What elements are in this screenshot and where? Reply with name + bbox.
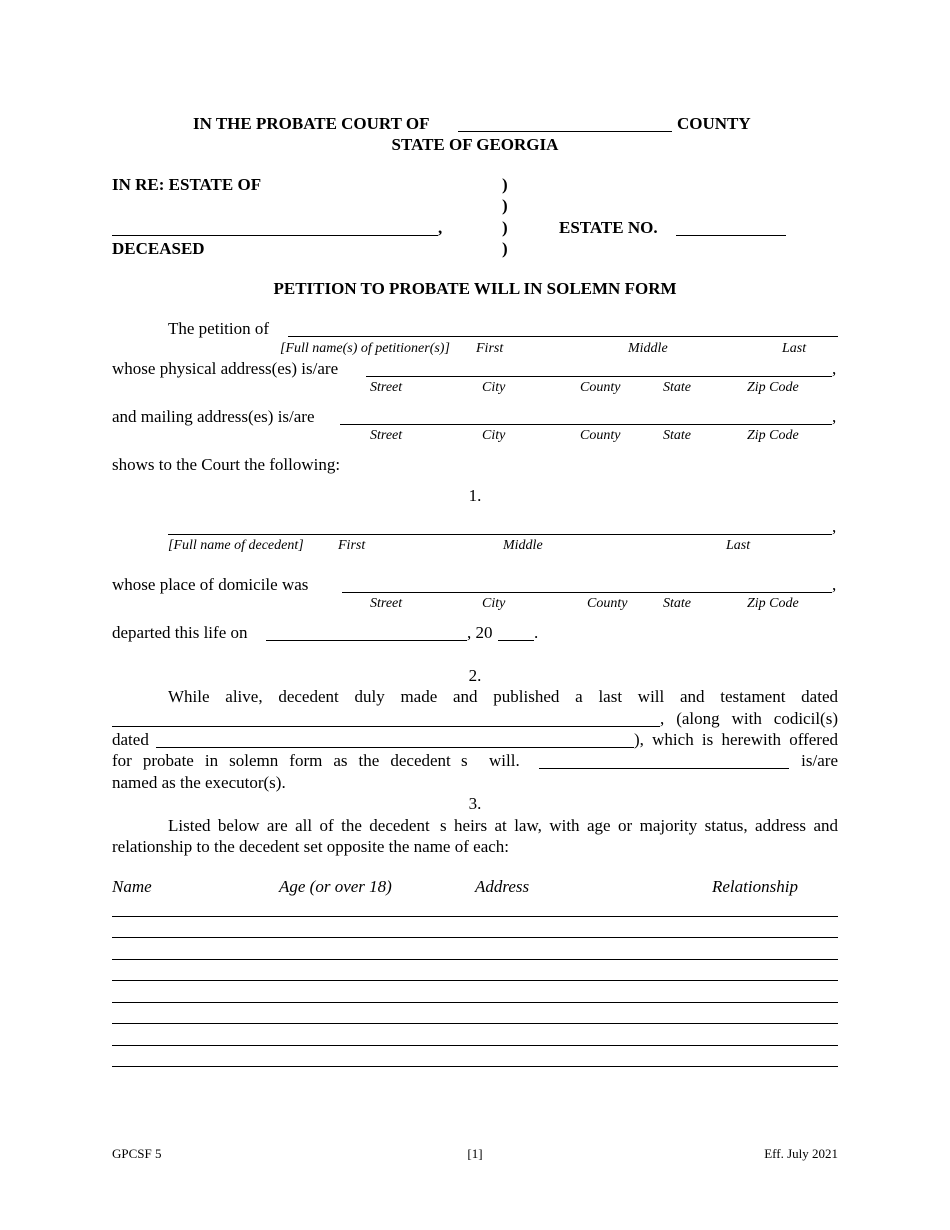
street-label: Street xyxy=(370,596,403,611)
zip-label: Zip Code xyxy=(747,428,799,443)
city-label: City xyxy=(482,596,506,611)
heir-row-line[interactable] xyxy=(112,980,838,981)
line-comma: , xyxy=(832,407,837,426)
petition-title: PETITION TO PROBATE WILL IN SOLEMN FORM xyxy=(273,279,677,298)
county-label: County xyxy=(587,596,628,611)
effective-date: Eff. July 2021 xyxy=(764,1146,838,1161)
decedent-full-name-label: [Full name of decedent] xyxy=(168,538,304,553)
page-number: [1] xyxy=(467,1146,483,1161)
heirs-line-2: relationship to the decedent set opposite the name of each: xyxy=(112,837,510,856)
city-label: City xyxy=(482,428,506,443)
petitioner-full-name-label: [Full name(s) of petitioner(s)] xyxy=(280,341,450,356)
death-year-line[interactable] xyxy=(498,640,534,641)
heir-row-line[interactable] xyxy=(112,937,838,938)
column-header-address: Address xyxy=(475,877,530,896)
state-label: State xyxy=(663,380,691,395)
departed-label: departed this life on xyxy=(112,623,248,642)
will-line-4-start: for probate in solemn form as the decedents will. xyxy=(112,751,530,770)
caption-paren: ) xyxy=(502,175,508,194)
will-line-4-end: is/are xyxy=(801,751,838,770)
column-header-name: Name xyxy=(112,877,152,896)
mailing-address-line[interactable] xyxy=(340,424,832,425)
estate-no-line[interactable] xyxy=(676,235,786,236)
street-label: Street xyxy=(370,380,403,395)
death-date-line[interactable] xyxy=(266,640,467,641)
will-date-line[interactable] xyxy=(112,726,660,727)
street-label: Street xyxy=(370,428,403,443)
city-label: City xyxy=(482,380,506,395)
in-re-estate-label: IN RE: ESTATE OF xyxy=(112,175,262,194)
departed-end: . xyxy=(534,623,539,642)
heir-row-line[interactable] xyxy=(112,1045,838,1046)
caption-paren: ) xyxy=(502,239,508,258)
caption-comma: , xyxy=(438,218,443,237)
will-line-5: named as the executor(s). xyxy=(112,773,286,792)
heirs-line-1: Listed below are all of the decedents heirs at law, with age or majority status, address and xyxy=(168,816,838,835)
heir-row-line[interactable] xyxy=(112,959,838,960)
court-suffix: COUNTY xyxy=(677,114,751,133)
state-label: State xyxy=(663,428,691,443)
zip-label: Zip Code xyxy=(747,596,799,611)
caption-paren: ) xyxy=(502,196,508,215)
section-1-number: 1. xyxy=(468,486,482,505)
form-id: GPCSF 5 xyxy=(112,1146,162,1161)
county-label: County xyxy=(580,428,621,443)
deceased-label: DECEASED xyxy=(112,239,205,258)
will-line-2-end: , (along with codicil(s) xyxy=(660,709,838,728)
caption-paren: ) xyxy=(502,218,508,237)
petitioner-first-label: First xyxy=(476,341,504,356)
state-label: State xyxy=(663,596,691,611)
heir-row-line[interactable] xyxy=(112,1002,838,1003)
will-line-3-end: ), which is herewith offered xyxy=(634,730,838,749)
mailing-address-label: and mailing address(es) is/are xyxy=(112,407,315,426)
shows-to-court: shows to the Court the following: xyxy=(112,455,341,474)
dated-label: dated xyxy=(112,730,149,749)
zip-label: Zip Code xyxy=(747,380,799,395)
domicile-label: whose place of domicile was xyxy=(112,575,309,594)
decedent-name-line[interactable] xyxy=(168,534,832,535)
executor-name-line[interactable] xyxy=(539,768,789,769)
decedent-first-label: First xyxy=(338,538,366,553)
county-blank-line[interactable] xyxy=(458,131,672,132)
county-label: County xyxy=(580,380,621,395)
petitioner-middle-label: Middle xyxy=(628,341,668,356)
section-3-number: 3. xyxy=(468,794,482,813)
section-2-number: 2. xyxy=(468,666,482,685)
heir-row-line[interactable] xyxy=(112,1066,838,1067)
decedent-last-label: Last xyxy=(726,538,751,553)
domicile-line[interactable] xyxy=(342,592,832,593)
will-line-1: While alive, decedent duly made and published a last will and testament dated xyxy=(168,687,838,706)
petition-intro: The petition of xyxy=(168,319,270,338)
estate-no-label: ESTATE NO. xyxy=(559,218,658,237)
line-comma: , xyxy=(832,575,837,594)
petitioner-name-line[interactable] xyxy=(288,336,838,337)
decedent-middle-label: Middle xyxy=(503,538,543,553)
line-comma: , xyxy=(832,517,837,536)
heir-row-line[interactable] xyxy=(112,1023,838,1024)
decedent-caption-line[interactable] xyxy=(112,235,438,236)
physical-address-label: whose physical address(es) is/are xyxy=(112,359,339,378)
line-comma: , xyxy=(832,359,837,378)
column-header-relationship: Relationship xyxy=(712,877,798,896)
codicil-date-line[interactable] xyxy=(156,747,634,748)
physical-address-line[interactable] xyxy=(366,376,832,377)
column-header-age: Age (or over 18) xyxy=(279,877,392,896)
departed-year-prefix: , 20 xyxy=(467,623,493,642)
state-heading: STATE OF GEORGIA xyxy=(391,135,559,154)
petitioner-last-label: Last xyxy=(782,341,807,356)
heir-row-line[interactable] xyxy=(112,916,838,917)
court-prefix: IN THE PROBATE COURT OF xyxy=(193,114,430,133)
